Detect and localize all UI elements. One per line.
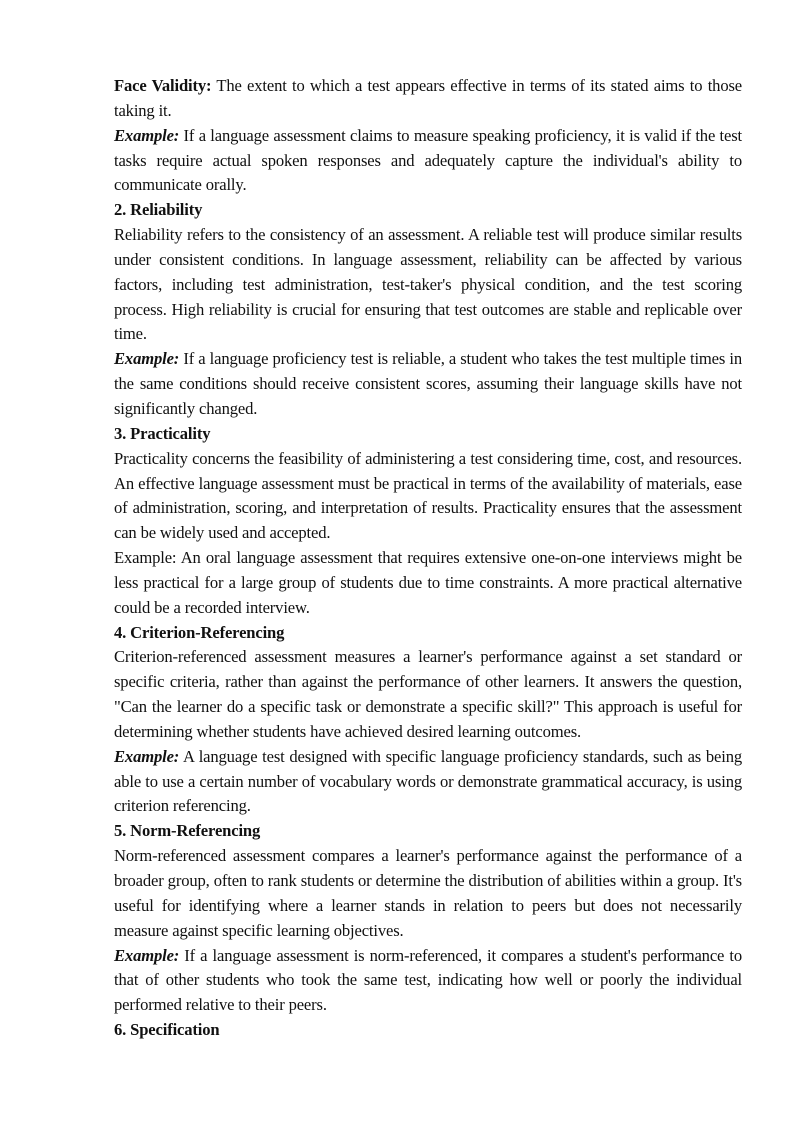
criterion-referencing-example bbox=[114, 745, 742, 820]
example-label: Example: bbox=[114, 125, 180, 145]
heading-norm-referencing: 5. Norm-Referencing bbox=[114, 821, 261, 841]
reliability-example bbox=[114, 347, 742, 422]
heading-reliability: 2. Reliability bbox=[114, 200, 203, 220]
face-validity-paragraph bbox=[114, 74, 742, 124]
example-label: Example: bbox=[114, 349, 180, 369]
face-validity-label: Face Validity: bbox=[114, 76, 212, 95]
example-label: Example: bbox=[114, 945, 180, 965]
document-page bbox=[114, 74, 742, 1043]
example-text: If a language proficiency test is reliable, a student who takes the test multiple times in the same conditions should receive consistent scores, assuming their language skills have not significantly changed. bbox=[114, 349, 742, 418]
criterion-referencing-body: Criterion-referenced assessment measures a learner's performance against a set standard or specific criteria, rather than against the performance of other learners. It answers the question, "Can the learner do a specific task or demonstrate a specific skill?" This approach is useful for determining whether students have achieved desired learning outcomes. bbox=[114, 647, 742, 741]
face-validity-text: The extent to which a test appears effective in terms of its stated aims to those taking it. bbox=[114, 76, 742, 120]
norm-referencing-example bbox=[114, 944, 742, 1019]
norm-referencing-body: Norm-referenced assessment compares a learner's performance against the performance of a broader group, often to rank students or determine the distribution of abilities within a group. It's useful for identifying where a learner stands in relation to peers but does not necessarily measure against specific learning objectives. bbox=[114, 846, 742, 940]
heading-criterion-referencing: 4. Criterion-Referencing bbox=[114, 622, 285, 642]
example-text: If a language assessment claims to measure speaking proficiency, it is valid if the test tasks require actual spoken responses and adequately capture the individual's ability to communicate orally. bbox=[114, 125, 742, 195]
reliability-body: Reliability refers to the consistency of an assessment. A reliable test will produce similar results under consistent conditions. In language assessment, reliability can be affected by various factors, including test administration, test-taker's physical condition, and the test scoring process. High reliability is crucial for ensuring that test outcomes are stable and replicable over time. bbox=[114, 225, 742, 344]
heading-practicality: 3. Practicality bbox=[114, 423, 211, 443]
example-text: If a language assessment is norm-referenced, it compares a student's performance to that of other students who took the same test, indicating how well or poorly the individual performed relative to their peers. bbox=[114, 945, 742, 1015]
face-validity-example bbox=[114, 124, 742, 199]
practicality-example: Example: An oral language assessment that requires extensive one-on-one interviews might be less practical for a large group of students due to time constraints. A more practical alternative could be a recorded interview. bbox=[114, 548, 742, 617]
practicality-body: Practicality concerns the feasibility of administering a test considering time, cost, and resources. An effective language assessment must be practical in terms of the availability of materials, ease of administration, scoring, and interpretation of results. Practicality ensures that the assessment can be widely used and accepted. bbox=[114, 448, 742, 543]
example-text: A language test designed with specific language proficiency standards, such as being able to use a certain number of vocabulary words or demonstrate grammatical accuracy, is using criterion referencing. bbox=[114, 746, 742, 816]
heading-specification: 6. Specification bbox=[114, 1020, 220, 1040]
example-label: Example: bbox=[114, 746, 180, 766]
